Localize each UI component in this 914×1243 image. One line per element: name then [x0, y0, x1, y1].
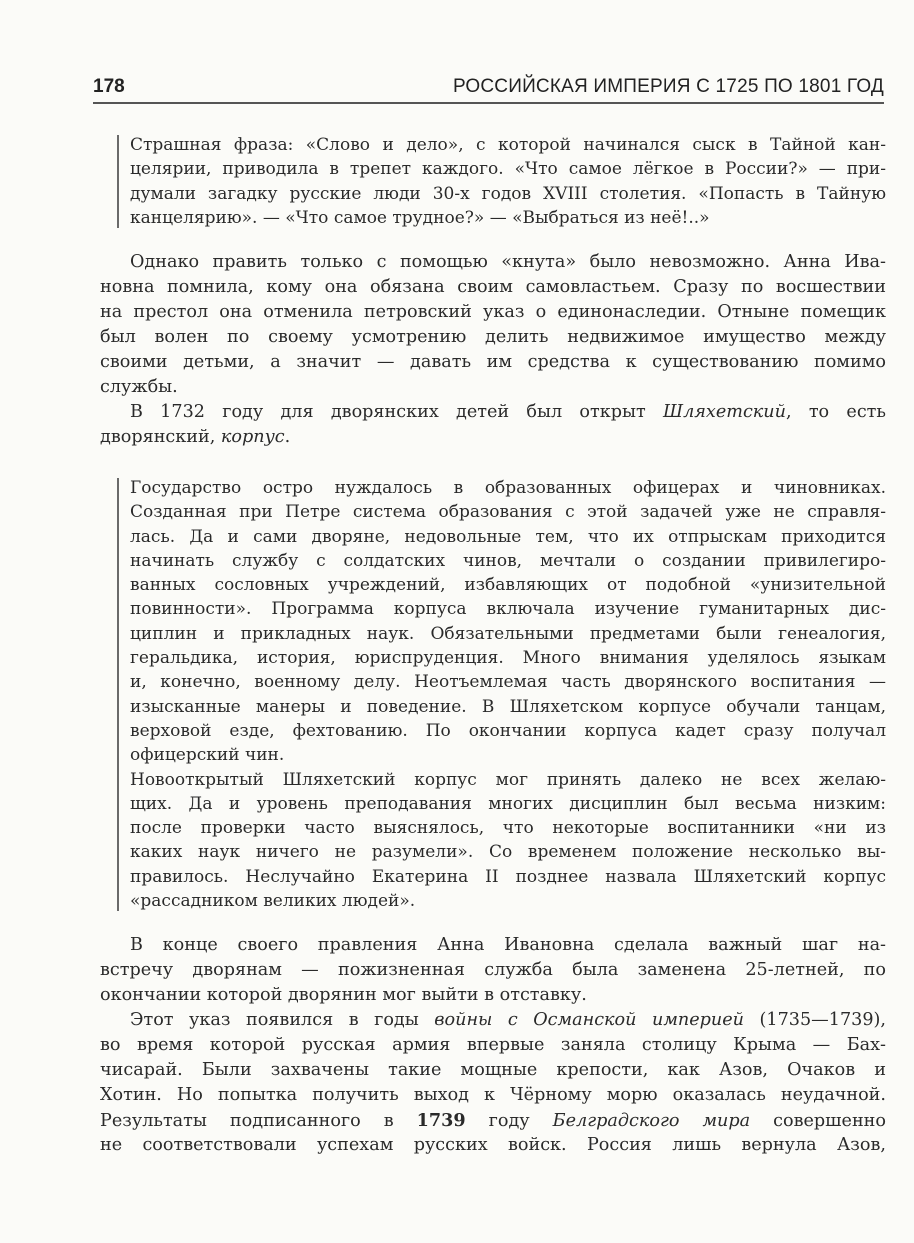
text-line	[130, 768, 886, 792]
text-line	[130, 719, 886, 743]
text-line	[130, 646, 886, 670]
text-run: лась. Да и сами дворяне, недовольные тем, что их отпрыскам приходится	[130, 526, 886, 547]
italic-term: Белградского мира	[552, 1111, 751, 1131]
text-line	[130, 743, 886, 767]
text-line	[100, 250, 886, 275]
text-run: щих. Да и уровень преподавания многих дисциплин был весьма низким:	[130, 793, 886, 814]
text-run: Созданная при Петре система образования с этой задачей уже не справля-	[130, 502, 886, 523]
text-run: Результаты подписанного в	[100, 1111, 417, 1131]
text-line	[100, 350, 886, 375]
italic-term: войны с Османской империей	[434, 1010, 744, 1030]
text-line	[100, 1083, 886, 1108]
text-line	[100, 1108, 886, 1133]
text-run: и, конечно, военному делу. Неотъемлемая часть дворянского воспитания —	[130, 672, 886, 693]
text-run: повинности». Программа корпуса включала изучение гуманитарных дис-	[130, 599, 886, 620]
text-line	[100, 275, 886, 300]
text-run: новна помнила, кому она обязана своим самовластьем. Сразу по восшествии	[100, 277, 886, 297]
text-line	[130, 182, 886, 206]
text-line	[130, 889, 886, 913]
text-run: совершенно	[750, 1111, 886, 1131]
text-line	[130, 840, 886, 864]
text-run: , то есть	[785, 402, 886, 422]
text-run: чисарай. Были захвачены такие мощные крепости, как Азов, Очаков и	[100, 1060, 886, 1080]
text-run: Этот указ появился в годы	[130, 1010, 435, 1030]
text-line	[130, 573, 886, 597]
bold-term: 1739	[416, 1110, 466, 1131]
text-line	[100, 983, 886, 1008]
text-run: В конце своего правления Анна Ивановна сделала важный шаг на-	[130, 935, 886, 955]
text-run: .	[284, 427, 291, 447]
text-run: думали загадку русские люди 30-х годов XVIII столетия. «Попасть в Тайную	[130, 183, 886, 204]
text-run: на престол она отменила петровский указ о единонаследии. Отныне помещик	[100, 302, 886, 322]
text-run: во время которой русская армия впервые заняла столицу Крыма — Бах-	[100, 1035, 886, 1055]
text-run: службы.	[100, 377, 178, 397]
text-line	[100, 1058, 886, 1083]
text-line	[100, 958, 886, 983]
text-run: начинать службу с солдатских чинов, мечтали о создании привилегиро-	[130, 550, 886, 571]
text-run: был волен по своему усмотрению делить недвижимое имущество между	[100, 327, 886, 347]
text-line	[130, 597, 886, 621]
text-run: изысканные манеры и поведение. В Шляхетском корпусе обучали танцам,	[130, 696, 886, 717]
text-run: офицерский чин.	[130, 745, 285, 766]
text-line	[100, 375, 886, 400]
text-line	[100, 425, 886, 450]
text-line	[100, 1008, 886, 1033]
text-line	[130, 816, 886, 840]
paragraph-block	[100, 250, 886, 450]
text-line	[130, 206, 886, 230]
running-title: РОССИЙСКАЯ ИМПЕРИЯ С 1725 ПО 1801 ГОД	[452, 76, 884, 97]
page-header	[93, 76, 884, 104]
text-run: (1735—1739),	[744, 1010, 886, 1030]
text-run: Страшная фраза: «Слово и дело», с которой начинался сыск в Тайной кан-	[130, 135, 886, 155]
text-line	[130, 157, 886, 181]
text-line	[130, 622, 886, 646]
paragraph-block	[100, 933, 886, 1158]
text-run: циплин и прикладных наук. Обязательными предметами были генеалогия,	[130, 623, 886, 644]
text-run: ванных сословных учреждений, избавляющих от подобной «унизительной	[130, 575, 886, 596]
sidebar-note-rule	[117, 135, 119, 228]
text-line	[130, 792, 886, 816]
sidebar-note	[130, 476, 886, 913]
text-run: Новооткрытый Шляхетский корпус мог принять далеко не всех желаю-	[130, 769, 886, 790]
text-run: окончании которой дворянин мог выйти в отставку.	[100, 985, 587, 1005]
text-line	[130, 525, 886, 549]
text-line	[130, 476, 886, 500]
page-number: 178	[93, 76, 125, 97]
text-run: «рассадником великих людей».	[130, 891, 416, 912]
text-line	[100, 400, 886, 425]
text-line	[130, 670, 886, 694]
text-line	[100, 325, 886, 350]
italic-term: Шляхетский	[663, 402, 786, 422]
text-run: каких наук ничего не разумели». Со временем положение несколько вы-	[130, 842, 886, 863]
text-run: не соответствовали успехам русских войск. Россия лишь вернула Азов,	[100, 1135, 886, 1155]
text-line	[100, 1033, 886, 1058]
text-run: верховой езде, фехтованию. По окончании корпуса кадет сразу получал	[130, 720, 886, 741]
text-line	[130, 549, 886, 573]
text-line	[100, 300, 886, 325]
text-run: дворянский,	[100, 427, 221, 447]
text-run: встречу дворянам — пожизненная служба была заменена 25-летней, по	[100, 960, 886, 980]
text-run: Хотин. Но попытка получить выход к Чёрному морю оказалась неудачной.	[100, 1085, 886, 1105]
text-line	[130, 500, 886, 524]
text-run: В 1732 году для дворянских детей был открыт	[130, 402, 663, 422]
text-run: геральдика, история, юриспруденция. Много внимания уделялось языкам	[130, 648, 886, 669]
text-run: своими детьми, а значит — давать им средства к существованию помимо	[100, 352, 886, 372]
text-run: после проверки часто выяснялось, что некоторые воспитанники «ни из	[130, 818, 886, 839]
text-run: целярии, приводила в трепет каждого. «Что самое лёгкое в России?» — при-	[130, 159, 886, 180]
text-line	[130, 865, 886, 889]
text-run: правилось. Неслучайно Екатерина II позднее назвала Шляхетский корпус	[130, 866, 886, 887]
text-run: канцелярию». — «Что самое трудное?» — «Выбраться из неё!..»	[130, 207, 710, 228]
text-run: Государство остро нуждалось в образованных офицерах и чиновниках.	[130, 478, 886, 498]
text-line	[130, 695, 886, 719]
sidebar-note-rule	[117, 478, 119, 911]
sidebar-note	[130, 133, 886, 230]
text-line	[130, 133, 886, 157]
italic-term: корпус	[220, 427, 285, 447]
text-line	[100, 1133, 886, 1158]
text-run: Однако править только с помощью «кнута» было невозможно. Анна Ива-	[130, 252, 886, 272]
text-line	[100, 933, 886, 958]
text-run: году	[465, 1111, 553, 1131]
